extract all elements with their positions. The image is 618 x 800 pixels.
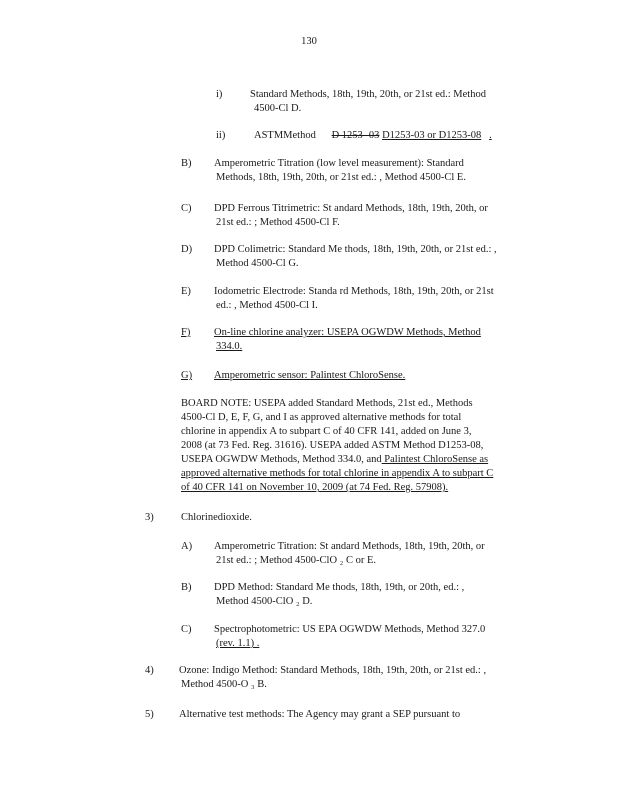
entry-text-line: Standard Methods, 18th, 19th, 20th, or 21st ed.: Method	[250, 89, 486, 100]
note-line	[181, 453, 493, 467]
entry-text-line: DPD Colimetric: Standard Me thods, 18th, 19th, 20th, or 21st ed.: ,	[214, 244, 497, 255]
board-note	[181, 397, 493, 495]
entry-label: C)	[181, 203, 192, 214]
entry-label: ii)	[216, 130, 226, 141]
deleted-text: D 1253 -03	[331, 130, 380, 141]
entry-text-line: Iodometric Electrode: Standa rd Methods, 18th, 19th, 20th, or 21st	[214, 286, 494, 297]
entry-label: i)	[216, 89, 223, 100]
entry-text-line: Methods, 18th, 19th, 20th, or 21st ed.: , Method 4500-Cl E.	[216, 172, 466, 183]
entry-label: G)	[181, 370, 193, 381]
entry-text-line: DPD Method: Standard Me thods, 18th, 19th, or 20th, ed.: ,	[214, 582, 465, 593]
section-text-line: Method 4500-O ₃ B.	[181, 679, 267, 690]
entry-label: F)	[181, 327, 191, 338]
inserted-text: D1253-03 or D1253-08	[382, 130, 482, 141]
entry-text-line: Method 4500-ClO ₂ D.	[216, 596, 313, 607]
inserted-text-line: Amperometric sensor: Palintest ChloroSense.	[214, 370, 406, 381]
note-line: 4500-Cl D, E, F, G, and I as approved alternative methods for total	[181, 412, 462, 423]
entry-text-line: ed.: , Method 4500-Cl I.	[216, 300, 318, 311]
entry-text-line: Amperometric Titration: St andard Methods, 18th, 19th, 20th, or	[214, 541, 485, 552]
entry-text-line: 21st ed.: ; Method 4500-Cl F.	[216, 217, 340, 228]
note-line: BOARD NOTE: USEPA added Standard Methods, 21st ed., Methods	[181, 398, 473, 409]
inserted-note-line: of 40 CFR 141 on November 10, 2009 (at 74 Fed. Reg. 57908).	[181, 482, 449, 493]
entry-text-line: 4500-Cl D.	[254, 103, 302, 114]
inserted-note-line: approved alternative methods for total chlorine in appendix A to subpart C	[181, 468, 494, 479]
inserted-text-line: 334.0.	[216, 341, 243, 352]
entry-label: E)	[181, 286, 191, 297]
inserted-text-line: (rev. 1.1) .	[216, 638, 260, 649]
note-line: chlorine in appendix A to subpart C of 40 CFR 141, added on June 3,	[181, 426, 472, 437]
inserted-text: .	[489, 130, 492, 141]
section-label: 4)	[145, 665, 154, 676]
entry-label: A)	[181, 541, 193, 552]
section-label: 3)	[145, 512, 154, 523]
section-label: 5)	[145, 709, 154, 720]
note-line: 2008 (at 73 Fed. Reg. 31616). USEPA added ASTM Method D1253-08,	[181, 440, 484, 451]
note-text: USEPA OGWDW Methods, Method 334.0, and	[181, 454, 382, 465]
entry-text: ASTMMethod	[254, 130, 316, 141]
entry-label: B)	[181, 158, 192, 169]
page-number: 130	[301, 36, 317, 47]
entry-text-line: DPD Ferrous Titrimetric: St andard Methods, 18th, 19th, 20th, or	[214, 203, 488, 214]
entry-text-line: Spectrophotometric: US EPA OGWDW Methods, Method 327.0	[214, 624, 486, 635]
inserted-text: Palintest ChloroSense as	[381, 454, 489, 465]
section-text-line: Ozone: Indigo Method: Standard Methods, 18th, 19th, 20th, or 21st ed.: ,	[179, 665, 487, 676]
entry-label: D)	[181, 244, 193, 255]
entry-label: C)	[181, 624, 192, 635]
inserted-text-line: On-line chlorine analyzer: USEPA OGWDW Methods, Method	[214, 327, 481, 338]
entry-text-line: Method 4500-Cl G.	[216, 258, 299, 269]
entry-text-line: Amperometric Titration (low level measurement): Standard	[214, 158, 464, 169]
entry-label: B)	[181, 582, 192, 593]
entry-text-line: 21st ed.: ; Method 4500-ClO ₂ C or E.	[216, 555, 376, 566]
section-title: Chlorinedioxide.	[181, 512, 252, 523]
section-text-line: Alternative test methods: The Agency may grant a SEP pursuant to	[179, 709, 461, 720]
